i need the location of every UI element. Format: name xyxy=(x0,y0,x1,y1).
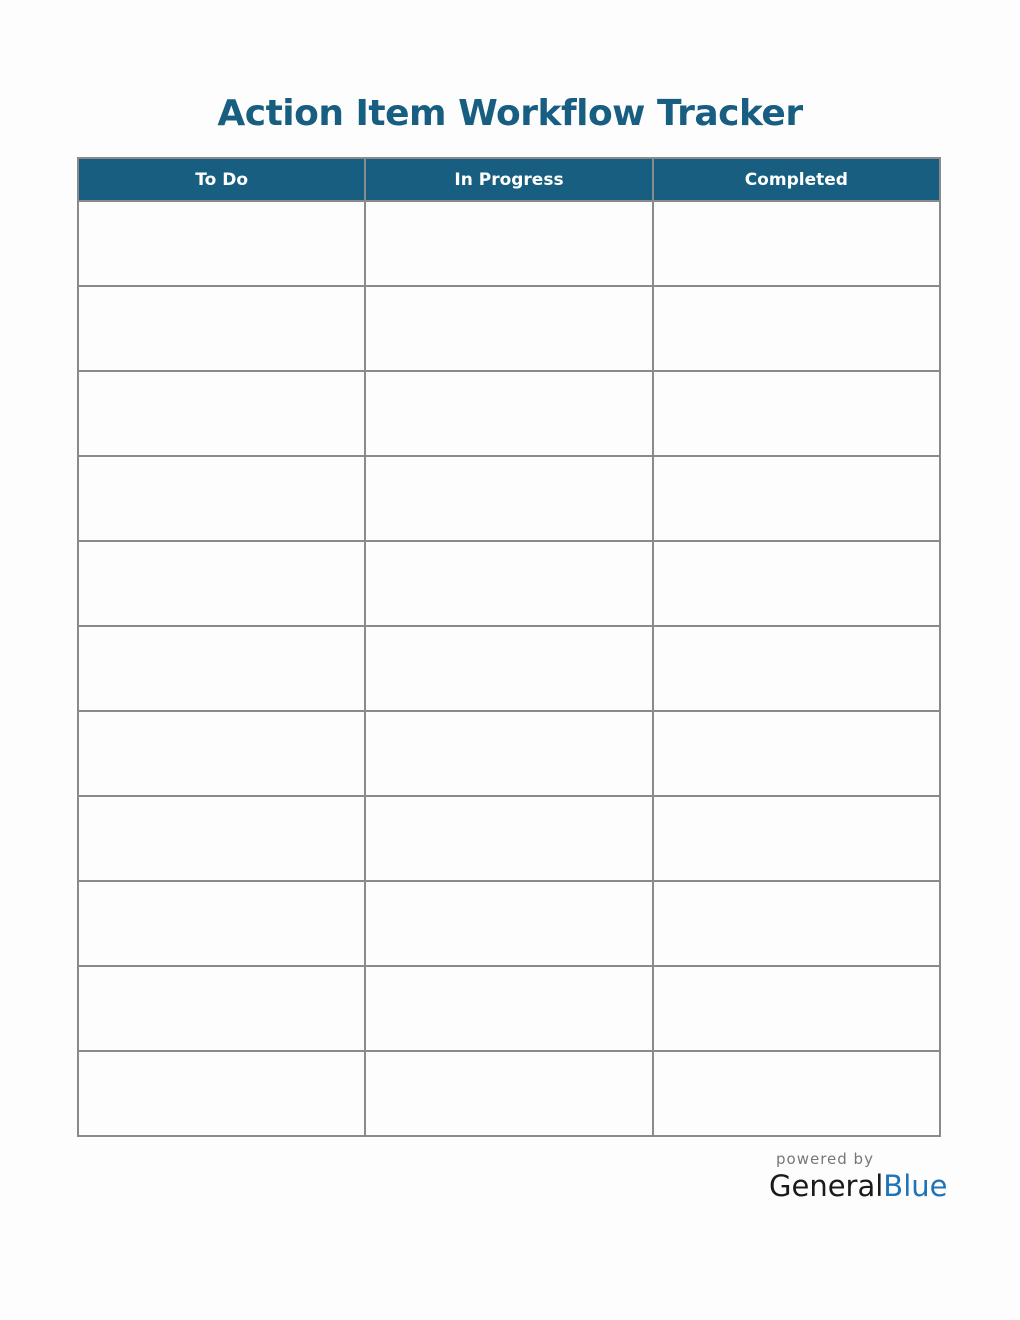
table-row xyxy=(78,1051,940,1136)
column-header-in-progress: In Progress xyxy=(365,158,652,201)
cell-completed[interactable] xyxy=(653,1051,940,1136)
cell-completed[interactable] xyxy=(653,201,940,286)
workflow-table xyxy=(77,157,941,1137)
cell-in-progress[interactable] xyxy=(365,371,652,456)
cell-completed[interactable] xyxy=(653,456,940,541)
cell-in-progress[interactable] xyxy=(365,711,652,796)
table-header-row xyxy=(78,158,940,201)
cell-completed[interactable] xyxy=(653,286,940,371)
cell-to-do[interactable] xyxy=(78,371,365,456)
logo-text-blue: Blue xyxy=(883,1169,948,1203)
cell-completed[interactable] xyxy=(653,371,940,456)
cell-in-progress[interactable] xyxy=(365,541,652,626)
cell-in-progress[interactable] xyxy=(365,966,652,1051)
cell-completed[interactable] xyxy=(653,796,940,881)
generalblue-logo xyxy=(769,1168,947,1204)
table-row xyxy=(78,711,940,796)
table-row xyxy=(78,371,940,456)
cell-in-progress[interactable] xyxy=(365,1051,652,1136)
cell-to-do[interactable] xyxy=(78,286,365,371)
page-title: Action Item Workflow Tracker xyxy=(217,93,803,134)
table-body xyxy=(78,201,940,1136)
cell-to-do[interactable] xyxy=(78,796,365,881)
logo-text-general: General xyxy=(769,1169,884,1203)
cell-completed[interactable] xyxy=(653,626,940,711)
cell-to-do[interactable] xyxy=(78,201,365,286)
cell-to-do[interactable] xyxy=(78,626,365,711)
cell-completed[interactable] xyxy=(653,881,940,966)
cell-completed[interactable] xyxy=(653,966,940,1051)
table-row xyxy=(78,286,940,371)
table-row xyxy=(78,881,940,966)
cell-in-progress[interactable] xyxy=(365,286,652,371)
table-row xyxy=(78,966,940,1051)
cell-to-do[interactable] xyxy=(78,456,365,541)
cell-completed[interactable] xyxy=(653,541,940,626)
table-row xyxy=(78,456,940,541)
cell-to-do[interactable] xyxy=(78,711,365,796)
cell-in-progress[interactable] xyxy=(365,626,652,711)
cell-to-do[interactable] xyxy=(78,966,365,1051)
cell-in-progress[interactable] xyxy=(365,881,652,966)
cell-to-do[interactable] xyxy=(78,881,365,966)
table-row xyxy=(78,201,940,286)
powered-by-label: powered by xyxy=(776,1150,874,1168)
table-row xyxy=(78,626,940,711)
column-header-completed: Completed xyxy=(653,158,940,201)
column-header-to-do: To Do xyxy=(78,158,365,201)
cell-in-progress[interactable] xyxy=(365,796,652,881)
cell-in-progress[interactable] xyxy=(365,201,652,286)
cell-in-progress[interactable] xyxy=(365,456,652,541)
cell-to-do[interactable] xyxy=(78,1051,365,1136)
table-row xyxy=(78,796,940,881)
cell-completed[interactable] xyxy=(653,711,940,796)
cell-to-do[interactable] xyxy=(78,541,365,626)
table-row xyxy=(78,541,940,626)
